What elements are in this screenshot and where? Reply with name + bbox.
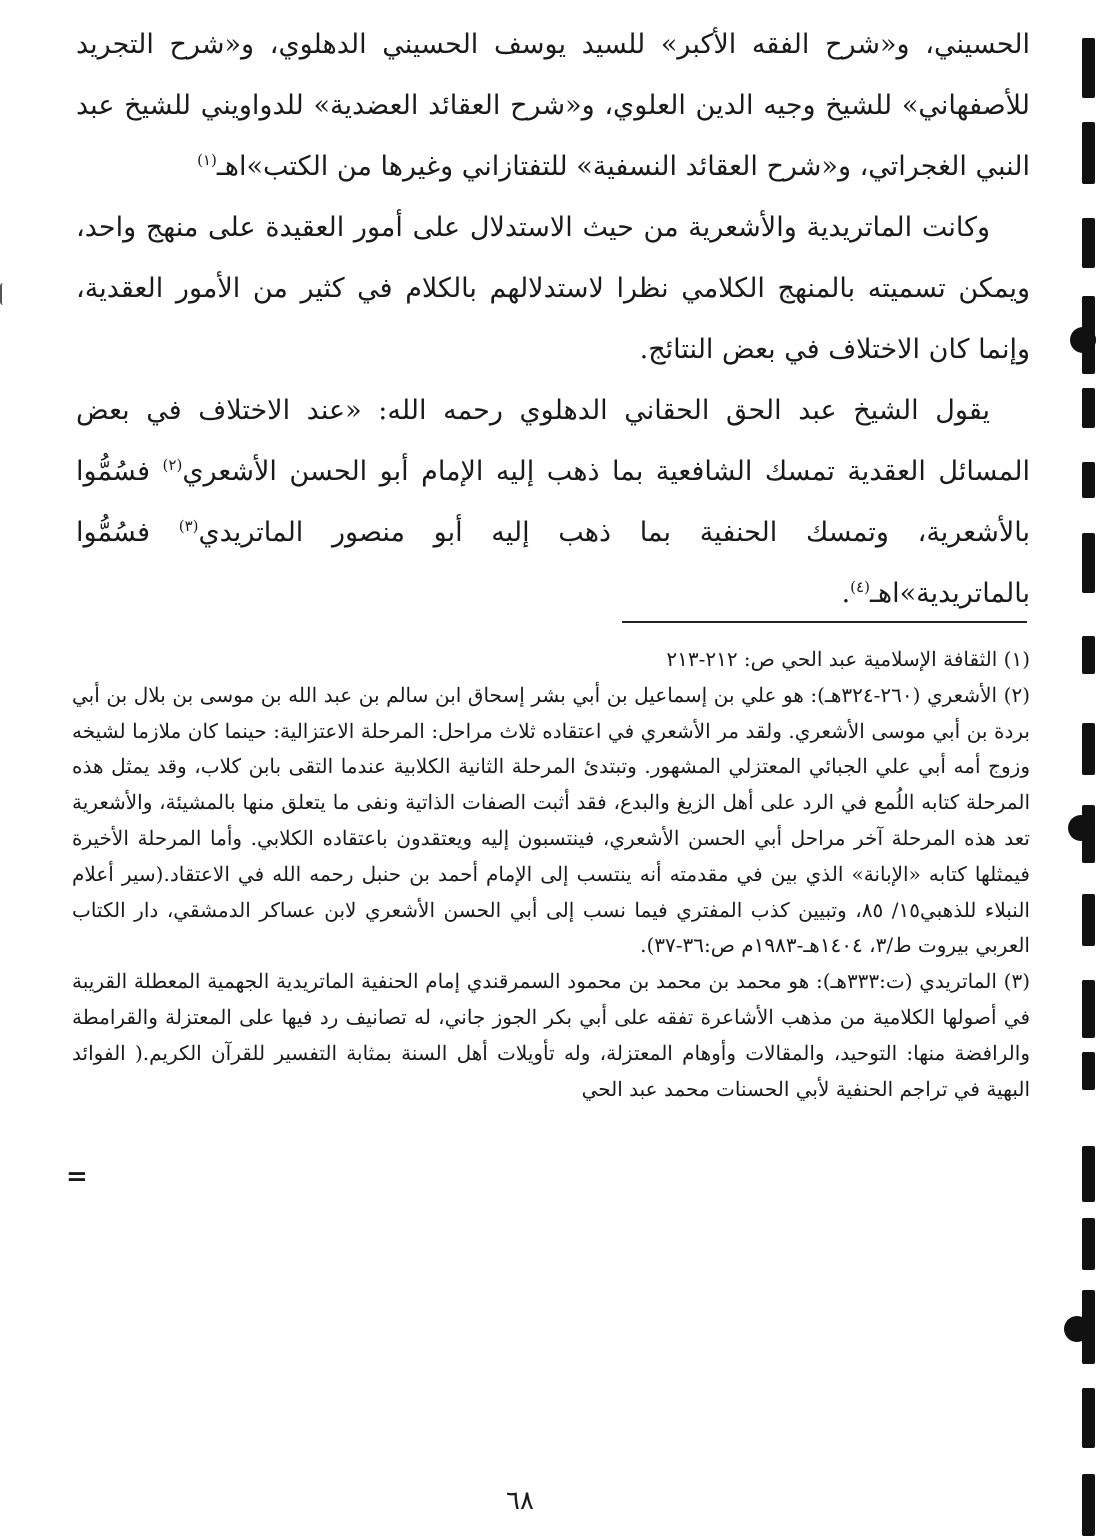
scan-edge-mark	[1082, 1146, 1095, 1202]
paragraph-text: .	[841, 578, 851, 609]
scan-edge-mark	[1082, 1218, 1095, 1270]
scan-edge-hole	[1068, 815, 1094, 841]
footnote-continuation-mark: =	[66, 1162, 88, 1192]
footnote-reference: (٤)	[850, 578, 870, 596]
scan-edge-hole	[1064, 1316, 1090, 1342]
footnote-3: (٣) الماتريدي (ت:٣٣٣هـ): هو محمد بن محمد بن محمود السمرقندي إمام الحنفية الماتريدية الجهمية المعطلة القريبة في أصولها الكلامية من مذهب الأشاعرة تفقه على أبي بكر الجوز جاني، له تصانيف رد فيها على المعتزلة والقرامطة والرافضة منها: التوحيد، والمقالات وأوهام المعتزلة، وله تأويلات أهل السنة بمثابة التفسير للقرآن الكريم.( الفوائد البهية في تراجم الحنفية لأبي الحسنات محمد عبد الحي	[72, 969, 1031, 1101]
scan-edge-mark	[1082, 980, 1095, 1038]
footnote-reference: (٣)	[178, 517, 199, 535]
footnote-1: (١) الثقافة الإسلامية عبد الحي ص: ٢١٢-٢١٣	[666, 647, 1030, 671]
body-paragraph	[76, 197, 1030, 380]
footnote-2: (٢) الأشعري (٢٦٠-٣٢٤هـ): هو علي بن إسماعيل بن أبي بشر إسحاق ابن سالم بن عبد الله بن موسى بن بلال بن أبي بردة بن أبي موسى الأشعري. ولقد مر الأشعري في اعتقاده ثلاث مراحل: المرحلة الاعتزالية: حينما كان ملازما لشيخه وزوج أمه أبي علي الجبائي المعتزلي المشهور. وتبتدئ المرحلة الثانية الكلابية عندما التقى بابن كلاب، وقد يمثل هذه المرحلة كتابه اللُمع في الرد على أهل الزيغ والبدع، فقد أثبت الصفات الذاتية ونفى ما يتعلق منها بالمشيئة، والأشعرية تعد هذه المرحلة آخر مراحل أبي الحسن الأشعري، فينتسبون إليه ويعتقدون باعتقاده الكلابي. وأما المرحلة الأخيرة فيمثلها كتابه «الإبانة» الذي بين في مقدمته أنه ينتسب إلى الإمام أحمد بن حنبل رحمه الله في الاعتقاد.(سير أعلام النبلاء للذهبي١٥/ ٨٥، وتبيين كذب المفتري فيما نسب إلى أبي الحسن الأشعري لابن عساكر الدمشقي، دار الكتاب العربي بيروت ط/٣، ١٤٠٤هـ-١٩٨٣م ص:٣٦-٣٧).	[72, 682, 1031, 958]
paragraph-text: وكانت الماتريدية والأشعرية من حيث الاستدلال على أمور العقيدة على منهج واحد، ويمكن تسميته بالمنهج الكلامي نظرا لاستدلالهم بالكلام في كثير من الأمور العقدية، وإنما كان الاختلاف في بعض النتائج.	[76, 212, 1030, 365]
footnotes-block	[72, 642, 1030, 1107]
footnote-reference: (٢)	[162, 456, 183, 474]
scan-edge-hole	[1070, 327, 1096, 353]
main-body-text	[76, 14, 1030, 624]
body-paragraph	[76, 380, 1030, 624]
paragraph-text: فسُمُّوا بالأشعرية، وتمسك الحنفية بما ذهب إليه أبو منصور الماتريدي	[76, 456, 1030, 548]
scan-edge-mark	[1082, 122, 1095, 184]
scan-edge-mark	[1082, 388, 1095, 428]
scan-edge-mark	[1082, 1474, 1095, 1536]
paragraph-text: الحسيني، و«شرح الفقه الأكبر» للسيد يوسف الحسيني الدهلوي، و«شرح التجريد للأصفهاني» للشيخ وجيه الدين العلوي، و«شرح العقائد العضدية» للدواويني للشيخ عبد النبي الغجراتي، و«شرح العقائد النسفية» للتفتازاني وغيرها من الكتب»اهـ	[76, 29, 1030, 182]
page-number: ٦٨	[506, 1486, 534, 1516]
body-paragraph	[76, 14, 1030, 197]
scan-edge-mark	[1082, 462, 1095, 498]
scan-edge-mark	[1082, 533, 1095, 593]
scan-edge-mark	[1082, 723, 1095, 775]
footnote-reference: (١)	[197, 151, 217, 169]
paragraph-text: فسُمُّوا بالماتريدية»اهـ	[76, 517, 1030, 609]
scan-edge-mark	[1082, 894, 1095, 946]
scan-edge-mark	[1082, 218, 1095, 268]
scan-edge-mark	[1082, 1052, 1095, 1090]
scan-edge-mark	[0, 283, 6, 305]
scan-edge-mark	[1082, 1388, 1095, 1448]
scan-edge-mark	[1082, 38, 1095, 98]
footnote-divider	[622, 621, 1027, 623]
paragraph-text: يقول الشيخ عبد الحق الحقاني الدهلوي رحمه الله: «عند الاختلاف في بعض المسائل العقدية تمسك الشافعية بما ذهب إليه الإمام أبو الحسن الأشعري	[76, 395, 1031, 487]
scan-edge-mark	[1082, 636, 1095, 674]
